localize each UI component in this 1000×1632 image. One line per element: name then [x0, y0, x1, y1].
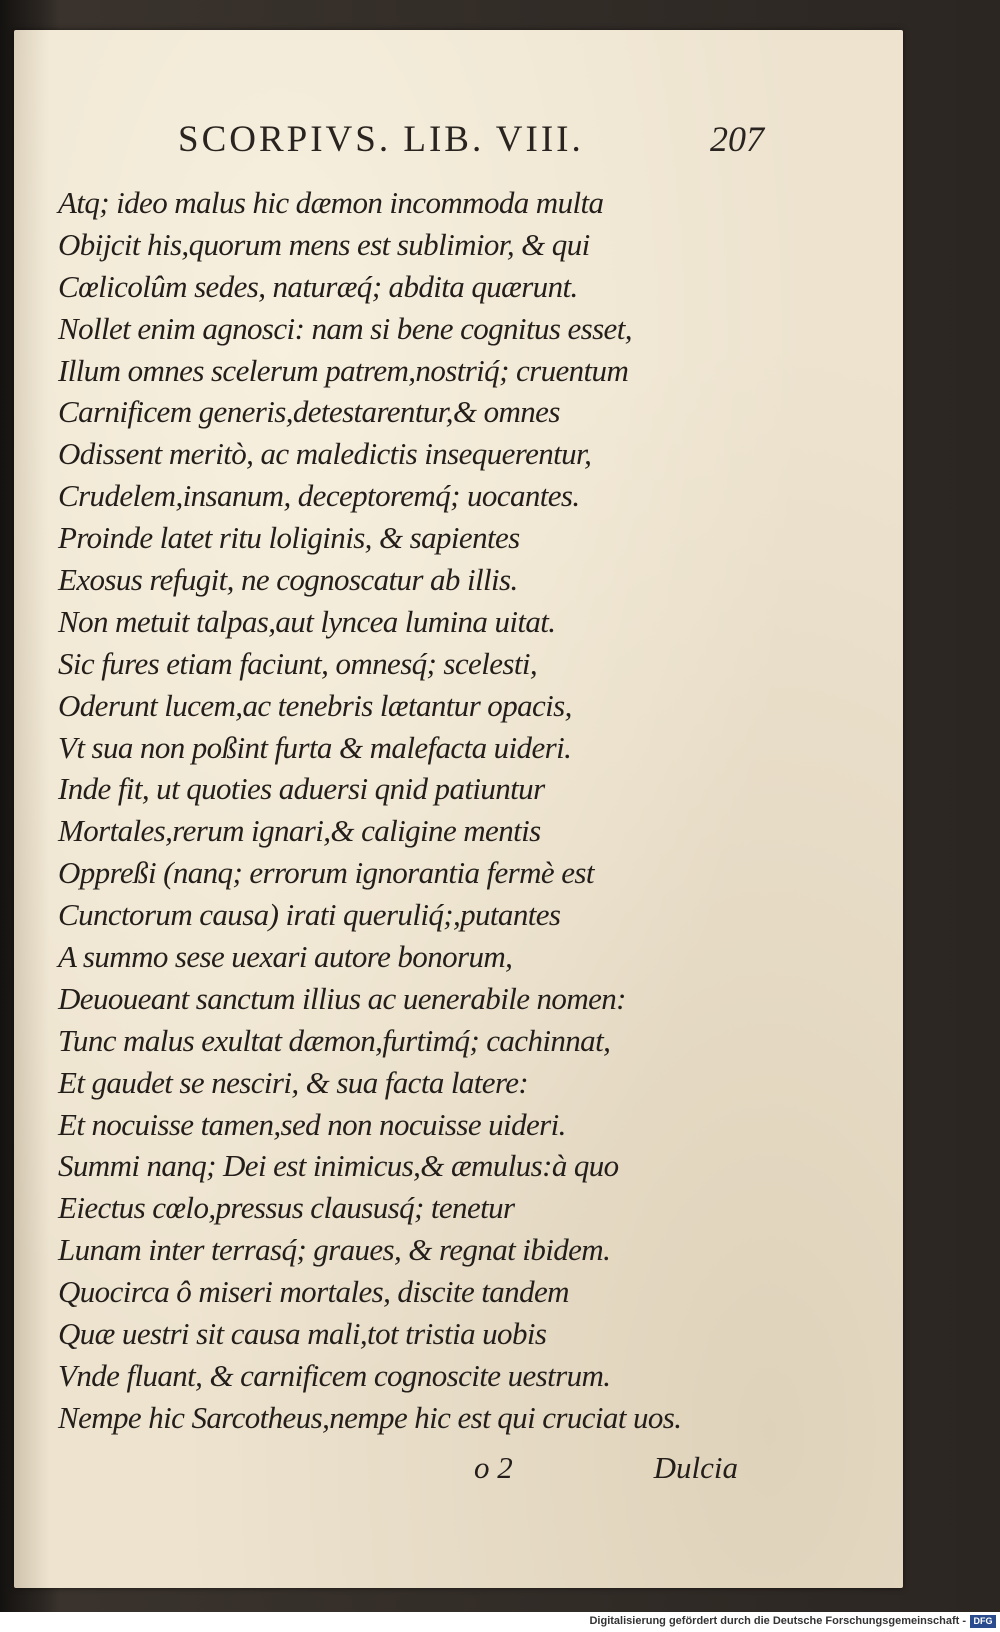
- verse-line: Sic fures etiam faciunt, omnesq́; scelesti,: [58, 645, 538, 681]
- verse-line: Cœlicolûm sedes, naturæq́; abdita quærunt.: [58, 268, 578, 304]
- verse-line: Quocirca ô miseri mortales, discite tandem: [58, 1274, 569, 1310]
- verse-line: Lunam inter terrasq́; graues, & regnat ibidem.: [58, 1232, 611, 1268]
- verse-line: Et gaudet se nesciri, & sua facta latere:: [58, 1064, 529, 1100]
- verse-line: Obijcit his,quorum mens est sublimior, & qui: [58, 226, 590, 262]
- verse-line: Nollet enim agnosci: nam si bene cognitus esset,: [58, 310, 632, 346]
- signature-mark: o 2: [474, 1450, 513, 1485]
- verse-line: Odissent meritò, ac maledictis insequerentur,: [58, 436, 592, 472]
- running-title: SCORPIVS. LIB. VIII.: [178, 119, 584, 160]
- verse-line: Atq; ideo malus hic dæmon incommoda multa: [58, 185, 604, 220]
- verse-line: Deuoueant sanctum illius ac uenerabile nomen:: [58, 980, 626, 1016]
- verse-line: Nempe hic Sarcotheus,nempe hic est qui cruciat uos.: [58, 1399, 682, 1435]
- verse-line: Illum omnes scelerum patrem,nostriq́; cruentum: [58, 352, 629, 388]
- verse-line: Tunc malus exultat dæmon,furtimq́; cachinnat,: [58, 1022, 611, 1058]
- verse-line: Non metuit talpas,aut lyncea lumina uitat.: [58, 603, 556, 639]
- verse-line: Vnde fluant, & carnificem cognoscite uestrum.: [58, 1357, 611, 1393]
- verse-line: Oderunt lucem,ac tenebris lætantur opacis,: [58, 687, 572, 723]
- digitization-footer: [0, 1612, 1000, 1632]
- funding-credit: Digitalisierung gefördert durch die Deutsche Forschungsgemeinschaft -: [589, 1615, 966, 1627]
- verse-line: Vt sua non poßint furta & malefacta uideri.: [58, 729, 572, 765]
- verse-line: Inde fit, ut quoties aduersi qnid patiuntur: [58, 771, 545, 807]
- catchline: [474, 1450, 754, 1490]
- dfg-logo-icon: DFG: [970, 1615, 996, 1628]
- catchword: Dulcia: [653, 1450, 738, 1485]
- verse-line: Cunctorum causa) irati queruliq́;,putantes: [58, 897, 561, 933]
- verse-line: Carnificem generis,detestarentur,& omnes: [58, 394, 560, 430]
- verse-line: A summo sese uexari autore bonorum,: [58, 939, 513, 975]
- verse-line: Exosus refugit, ne cognoscatur ab illis.: [58, 562, 518, 598]
- verse-line: Quæ uestri sit causa mali,tot tristia uobis: [58, 1316, 547, 1352]
- page-number: 207: [710, 119, 764, 159]
- page-header: [164, 118, 764, 178]
- verse-line: Proinde latet ritu loliginis, & sapientes: [58, 520, 520, 556]
- verse-line: Et nocuisse tamen,sed non nocuisse uideri.: [58, 1106, 566, 1142]
- verse-line: Crudelem,insanum, deceptoremq́; uocantes.: [58, 478, 580, 514]
- verse-line: Summi nanq; Dei est inimicus,& æmulus:à quo: [58, 1148, 619, 1184]
- book-page: [14, 30, 903, 1588]
- verse-line: Mortales,rerum ignari,& caligine mentis: [58, 813, 541, 849]
- verse-block: [58, 182, 758, 1439]
- verse-line: Eiectus cœlo,pressus claususq́; tenetur: [58, 1190, 515, 1226]
- verse-line: Oppreßi (nanq; errorum ignorantia fermè est: [58, 855, 594, 891]
